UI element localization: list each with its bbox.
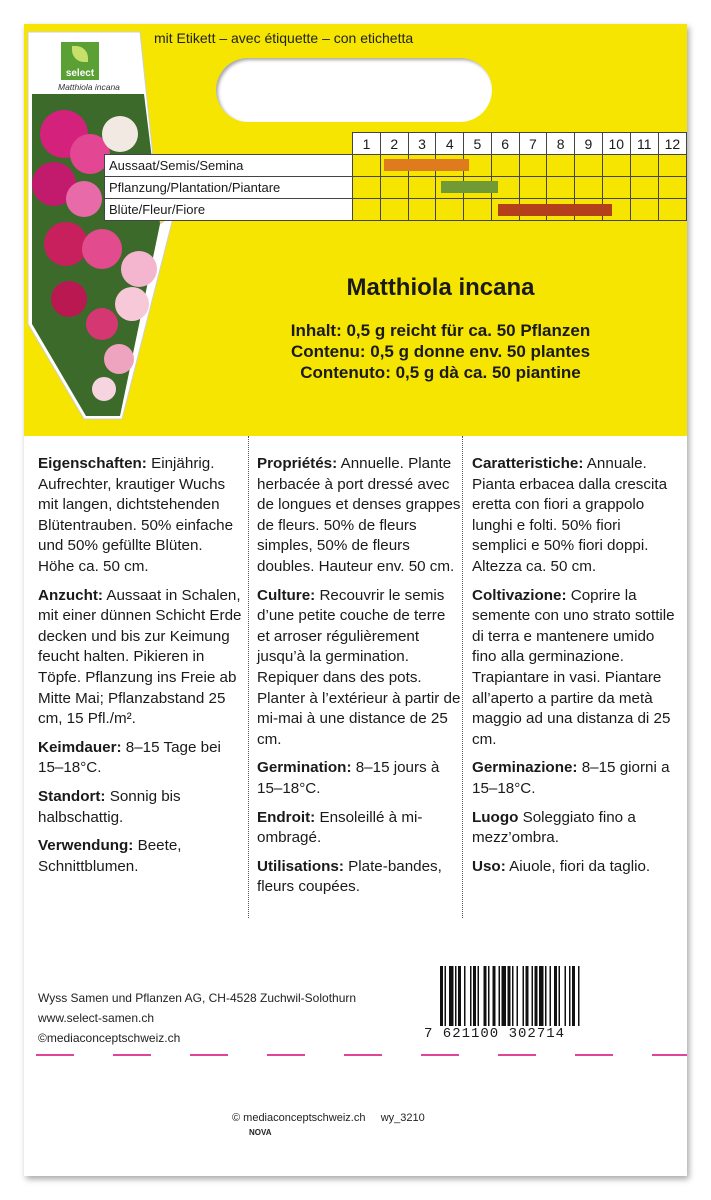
calendar-row <box>105 177 687 199</box>
care-text: Ensoleillé à mi-ombragé. <box>257 808 423 847</box>
barcode-number: 7 621100 302714 <box>424 1026 674 1042</box>
footer-info: © mediaconceptschweiz.ch wy_3210 <box>232 1112 425 1124</box>
care-paragraph <box>472 586 676 751</box>
care-heading: Keimdauer: <box>38 738 122 756</box>
month-label: 7 <box>519 133 547 155</box>
calendar-row-label: Pflanzung/Plantation/Piantare <box>105 177 353 199</box>
printer-logo: NOVA <box>249 1128 272 1137</box>
care-text: Aiuole, fiori da taglio. <box>505 857 651 875</box>
tagline: mit Etikett – avec étiquette – con etichetta <box>154 30 414 46</box>
seed-contents <box>24 320 687 383</box>
select-logo: select <box>61 42 99 80</box>
cut-dash <box>344 1054 382 1056</box>
care-text: 8–15 jours à 15–18°C. <box>257 759 440 797</box>
care-paragraph <box>472 758 676 799</box>
care-paragraph <box>38 787 242 828</box>
care-heading: Propriétés: <box>257 455 338 472</box>
column-german <box>38 454 242 885</box>
leaf-icon <box>72 46 88 62</box>
care-paragraph <box>257 454 461 578</box>
care-paragraph <box>257 808 461 849</box>
care-text: Aussaat in Schalen, mit einer dünnen Schicht Erde decken und bis zur Keimung feucht halten. Pikieren in Töpfe. Pflanzung ins Freie ab Mitte Mai; Pflanzabstand 25 cm, 15 Pfl./m². <box>38 586 242 728</box>
care-paragraph <box>38 454 242 578</box>
hang-hole <box>216 58 492 122</box>
month-label: 3 <box>408 133 436 155</box>
cut-dash <box>36 1054 74 1056</box>
care-paragraph <box>257 758 461 799</box>
month-label: 1 <box>353 133 381 155</box>
care-heading: Germination: <box>257 759 352 777</box>
care-text: Soleggiato fino a mezz’ombra. <box>472 808 636 847</box>
cut-dash <box>113 1054 151 1056</box>
care-heading: Coltivazione: <box>472 586 567 604</box>
care-text: Annuale. Pianta erbacea dalla crescita eretta con fiori a grappolo lunghi e folti. 50% fiori semplici e 50% fiori doppi. Altezza ca. 50 cm. <box>472 455 668 575</box>
month-label: 8 <box>547 133 575 155</box>
care-paragraph <box>472 857 676 878</box>
calendar-bar <box>498 204 612 216</box>
care-text: Plate-bandes, fleurs coupées. <box>257 857 442 896</box>
cut-dash <box>498 1054 536 1056</box>
care-heading: Caratteristiche: <box>472 455 584 472</box>
care-paragraph <box>257 586 461 751</box>
calendar-month-row <box>105 133 687 155</box>
cut-dash <box>575 1054 613 1056</box>
month-label: 4 <box>436 133 464 155</box>
care-paragraph <box>472 808 676 849</box>
care-text: Einjährig. Aufrechter, krautiger Wuchs mit langen, dichtstehenden Blütentrauben. 50% einfache und 50% gefüllte Blüten. Höhe ca. 50 cm. <box>38 455 234 575</box>
calendar-row-label: Aussaat/Semis/Semina <box>105 155 353 177</box>
column-french <box>257 454 461 906</box>
contents-fr: Contenu: 0,5 g donne env. 50 plantes <box>290 342 591 361</box>
care-heading: Verwendung: <box>38 837 134 855</box>
care-paragraph <box>38 586 242 730</box>
label-plant-name: Matthiola incana <box>58 82 120 92</box>
month-label: 9 <box>575 133 603 155</box>
company-address: Wyss Samen und Pflanzen AG, CH-4528 Zuchwil-Solothurn www.select-samen.ch ©mediaconceptschweiz.ch <box>38 991 357 1045</box>
care-heading: Germinazione: <box>472 759 578 777</box>
seed-packet <box>24 24 687 1176</box>
care-heading: Standort: <box>38 787 106 805</box>
care-text: Coprire la semente con uno strato sottile di terra e mantenere umido fino alla germinazione. Trapiantare in vasi. Piantare all’aperto a partire da metà maggio ad una distanza di 25 cm. <box>472 586 675 748</box>
calendar-row-label: Blüte/Fleur/Fiore <box>105 199 353 221</box>
month-label: 6 <box>491 133 519 155</box>
month-label: 12 <box>658 133 686 155</box>
cut-dash <box>421 1054 459 1056</box>
care-text: 8–15 Tage bei 15–18°C. <box>38 738 221 777</box>
care-text: Sonnig bis halbschattig. <box>38 787 181 826</box>
care-heading: Luogo <box>472 808 519 826</box>
care-text: Annuelle. Plante herbacée à port dressé avec de longues et denses grappes de fleurs. 50% de fleurs simples, 50% de fleurs doubles. Hauteur env. 50 cm. <box>257 455 461 575</box>
care-paragraph <box>38 836 242 877</box>
cut-dash <box>652 1054 687 1056</box>
yellow-header <box>24 24 687 436</box>
care-paragraph <box>38 738 242 779</box>
month-label: 11 <box>630 133 658 155</box>
care-heading: Anzucht: <box>38 586 103 604</box>
column-italian <box>472 454 676 885</box>
month-label: 2 <box>380 133 408 155</box>
care-paragraph <box>472 454 676 578</box>
care-text: 8–15 giorni a 15–18°C. <box>472 759 670 797</box>
cut-dash <box>190 1054 228 1056</box>
calendar-bar <box>384 159 470 171</box>
care-heading: Utilisations: <box>257 857 344 875</box>
care-text: Recouvrir le semis d’une petite couche de terre et arroser régulièrement jusqu’à la germination. Repiquer dans des pots. Planter à l’extérieur à partir de mi-mai à une distance de 25 cm. <box>257 586 461 748</box>
cut-dash <box>267 1054 305 1056</box>
care-heading: Endroit: <box>257 808 316 826</box>
care-heading: Culture: <box>257 586 316 604</box>
calendar-bar <box>441 181 498 193</box>
plant-title: Matthiola incana <box>346 274 535 301</box>
month-label: 10 <box>602 133 630 155</box>
column-divider <box>248 436 249 918</box>
column-divider <box>462 436 463 918</box>
contents-it: Contenuto: 0,5 g dà ca. 50 piantine <box>300 363 581 382</box>
care-text: Beete, Schnittblumen. <box>38 837 182 875</box>
care-heading: Eigenschaften: <box>38 455 147 472</box>
care-heading: Uso: <box>472 857 506 875</box>
month-label: 5 <box>464 133 492 155</box>
contents-de: Inhalt: 0,5 g reicht für ca. 50 Pflanzen <box>290 321 591 340</box>
care-paragraph <box>257 857 461 898</box>
